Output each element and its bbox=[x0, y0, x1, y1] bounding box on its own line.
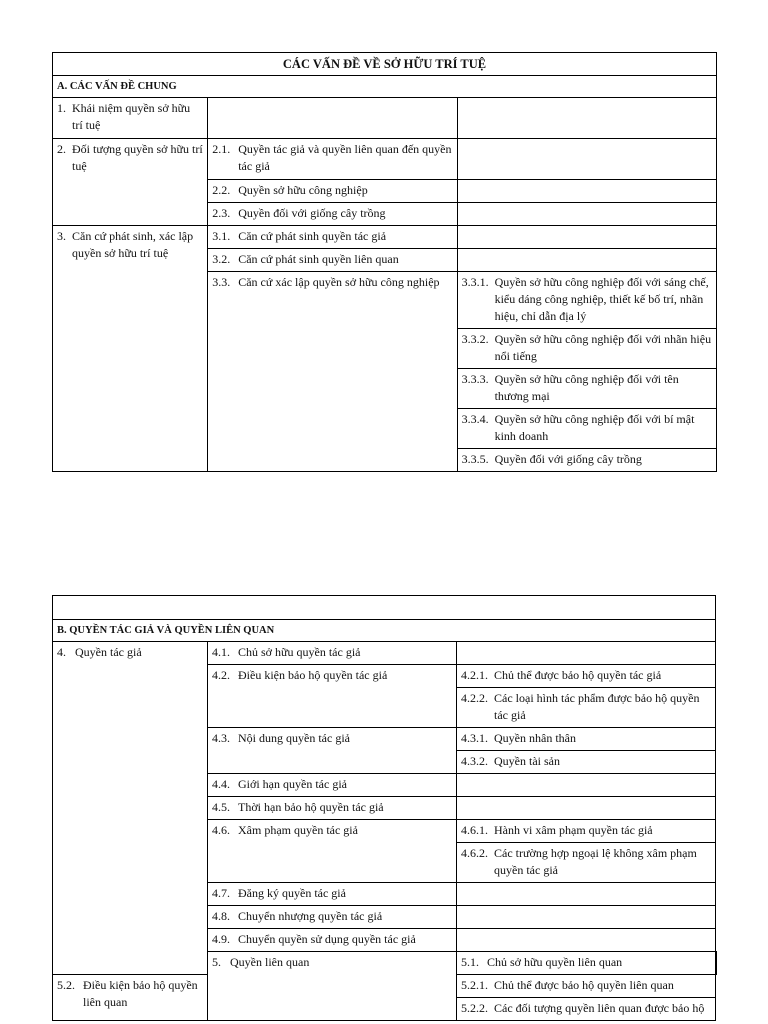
item-number: 4.7. bbox=[212, 886, 230, 900]
item-number: 3.3. bbox=[212, 275, 231, 289]
outline-item-4-8 bbox=[208, 906, 457, 929]
item-number: 4.6.1. bbox=[461, 823, 488, 837]
outline-item-4-2 bbox=[208, 665, 457, 728]
item-number: 2. bbox=[57, 142, 66, 156]
outline-item-5-2-2 bbox=[457, 998, 716, 1021]
item-number: 4.9. bbox=[212, 932, 230, 946]
item-number: 5.2. bbox=[57, 978, 75, 992]
outline-item-4-6-1 bbox=[457, 820, 716, 843]
item-text: Đối tượng quyền sở hữu trí tuệ bbox=[72, 142, 203, 173]
item-text: Hành vi xâm phạm quyền tác giả bbox=[494, 823, 653, 837]
item-text: Điều kiện bảo hộ quyền liên quan bbox=[83, 978, 198, 1009]
item-text: Điều kiện bảo hộ quyền tác giả bbox=[238, 668, 388, 682]
item-number: 4.3. bbox=[212, 731, 230, 745]
item-number: 5. bbox=[212, 955, 221, 969]
outline-item-1 bbox=[53, 98, 208, 139]
item-number: 4.6. bbox=[212, 823, 230, 837]
empty-cell bbox=[457, 180, 716, 203]
empty-cell bbox=[457, 929, 716, 952]
item-text: Xâm phạm quyền tác giả bbox=[238, 823, 358, 837]
item-text: Quyền sở hữu công nghiệp đối với bí mật kinh doanh bbox=[494, 412, 695, 443]
item-text: Các loại hình tác phẩm được bảo hộ quyền tác giả bbox=[494, 691, 700, 722]
outline-item-2-3 bbox=[208, 203, 457, 226]
outline-item-3-3-4 bbox=[457, 409, 716, 449]
item-text: Căn cứ phát sinh quyền liên quan bbox=[238, 252, 399, 266]
empty-cell bbox=[457, 139, 716, 180]
outline-item-2-2 bbox=[208, 180, 457, 203]
item-text: Quyền sở hữu công nghiệp bbox=[238, 183, 368, 197]
empty-cell bbox=[457, 906, 716, 929]
item-number: 2.2. bbox=[212, 183, 231, 197]
item-number: 3.3.5. bbox=[461, 452, 489, 466]
item-text: Nội dung quyền tác giả bbox=[238, 731, 350, 745]
item-number: 4.6.2. bbox=[461, 846, 488, 860]
empty-cell bbox=[457, 774, 716, 797]
item-text: Quyền tác giả bbox=[75, 645, 142, 659]
item-number: 3.3.2. bbox=[461, 332, 489, 346]
item-text: Quyền liên quan bbox=[230, 955, 310, 969]
item-text: Căn cứ phát sinh, xác lập quyền sở hữu trí tuệ bbox=[72, 229, 194, 260]
outline-item-5 bbox=[208, 952, 457, 1021]
outline-item-5-1 bbox=[457, 952, 716, 975]
empty-cell bbox=[457, 883, 716, 906]
item-text: Chủ sở hữu quyền tác giả bbox=[238, 645, 361, 659]
item-text: Chuyển nhượng quyền tác giả bbox=[238, 909, 383, 923]
outline-table-copyright bbox=[52, 595, 717, 1021]
outline-item-4-6 bbox=[208, 820, 457, 883]
empty-cell bbox=[457, 203, 716, 226]
item-text: Các đối tượng quyền liên quan được bảo hộ bbox=[494, 1001, 705, 1015]
section-b-heading: B. QUYỀN TÁC GIẢ VÀ QUYỀN LIÊN QUAN bbox=[53, 620, 716, 642]
item-number: 4. bbox=[57, 645, 66, 659]
outline-item-4-7 bbox=[208, 883, 457, 906]
item-text: Giới hạn quyền tác giả bbox=[238, 777, 347, 791]
item-number: 4.2.2. bbox=[461, 691, 488, 705]
item-number: 2.1. bbox=[212, 142, 231, 156]
item-number: 5.1. bbox=[461, 955, 479, 969]
outline-item-3-3-1 bbox=[457, 272, 716, 329]
empty-cell bbox=[208, 98, 457, 139]
outline-item-2-1 bbox=[208, 139, 457, 180]
item-text: Quyền sở hữu công nghiệp đối với nhãn hiệu nổi tiếng bbox=[494, 332, 712, 363]
outline-item-3-3 bbox=[208, 272, 457, 472]
item-number: 5.2.2. bbox=[461, 1001, 488, 1015]
item-text: Các trường hợp ngoại lệ không xâm phạm quyền tác giả bbox=[494, 846, 697, 877]
empty-cell bbox=[457, 98, 716, 139]
item-number: 3.2. bbox=[212, 252, 231, 266]
item-text: Đăng ký quyền tác giả bbox=[238, 886, 346, 900]
item-text: Chủ thể được bảo hộ quyền tác giả bbox=[494, 668, 662, 682]
outline-table-general bbox=[52, 52, 717, 472]
item-text: Quyền sở hữu công nghiệp đối với sáng chế, kiểu dáng công nghiệp, thiết kế bố trí, nhãn hiệu, chỉ dẫn địa lý bbox=[494, 275, 709, 323]
item-number: 1. bbox=[57, 101, 66, 115]
item-text: Chủ sở hữu quyền liên quan bbox=[487, 955, 623, 969]
outline-item-4-1 bbox=[208, 642, 457, 665]
item-text: Quyền đối với giống cây trồng bbox=[238, 206, 386, 220]
outline-item-3-3-3 bbox=[457, 369, 716, 409]
item-number: 3.1. bbox=[212, 229, 231, 243]
item-text: Chuyển quyền sử dụng quyền tác giả bbox=[238, 932, 416, 946]
item-number: 4.8. bbox=[212, 909, 230, 923]
item-number: 4.3.2. bbox=[461, 754, 488, 768]
item-text: Quyền tài sản bbox=[494, 754, 560, 768]
outline-item-4 bbox=[53, 642, 208, 975]
outline-item-3-3-2 bbox=[457, 329, 716, 369]
outline-item-3-1 bbox=[208, 226, 457, 249]
item-number: 4.2.1. bbox=[461, 668, 488, 682]
item-number: 3.3.3. bbox=[461, 372, 489, 386]
outline-item-4-3 bbox=[208, 728, 457, 774]
empty-cell bbox=[457, 226, 716, 249]
outline-item-4-5 bbox=[208, 797, 457, 820]
empty-cell bbox=[457, 249, 716, 272]
outline-item-5-2-1 bbox=[457, 975, 716, 998]
section-a-heading: A. CÁC VẤN ĐỀ CHUNG bbox=[53, 76, 717, 98]
item-text: Quyền tác giả và quyền liên quan đến quyền tác giả bbox=[238, 142, 452, 173]
item-number: 4.1. bbox=[212, 645, 230, 659]
item-text: Thời hạn bảo hộ quyền tác giả bbox=[238, 800, 384, 814]
item-text: Căn cứ xác lập quyền sở hữu công nghiệp bbox=[238, 275, 440, 289]
outline-item-4-3-2 bbox=[457, 751, 716, 774]
outline-item-4-2-2 bbox=[457, 688, 716, 728]
document-title: CÁC VẤN ĐỀ VỀ SỞ HỮU TRÍ TUỆ bbox=[53, 53, 717, 76]
item-text: Quyền sở hữu công nghiệp đối với tên thương mại bbox=[494, 372, 679, 403]
item-text: Căn cứ phát sinh quyền tác giả bbox=[238, 229, 387, 243]
item-number: 4.2. bbox=[212, 668, 230, 682]
outline-item-4-2-1 bbox=[457, 665, 716, 688]
empty-title-row bbox=[53, 596, 716, 620]
outline-item-3 bbox=[53, 226, 208, 472]
outline-item-3-3-5 bbox=[457, 449, 716, 472]
item-number: 3.3.4. bbox=[461, 412, 489, 426]
outline-item-4-9 bbox=[208, 929, 457, 952]
outline-item-2 bbox=[53, 139, 208, 226]
item-number: 4.5. bbox=[212, 800, 230, 814]
outline-item-4-4 bbox=[208, 774, 457, 797]
item-text: Quyền đối với giống cây trồng bbox=[494, 452, 642, 466]
item-text: Chủ thể được bảo hộ quyền liên quan bbox=[494, 978, 674, 992]
empty-cell bbox=[716, 952, 717, 975]
item-number: 5.2.1. bbox=[461, 978, 488, 992]
item-text: Khái niệm quyền sở hữu trí tuệ bbox=[72, 101, 191, 132]
item-number: 4.3.1. bbox=[461, 731, 488, 745]
outline-item-4-6-2 bbox=[457, 843, 716, 883]
outline-item-4-3-1 bbox=[457, 728, 716, 751]
item-number: 2.3. bbox=[212, 206, 231, 220]
item-number: 3. bbox=[57, 229, 66, 243]
empty-cell bbox=[457, 642, 716, 665]
empty-cell bbox=[457, 797, 716, 820]
outline-item-5-2 bbox=[53, 975, 208, 1021]
item-number: 3.3.1. bbox=[461, 275, 489, 289]
item-text: Quyền nhân thân bbox=[494, 731, 576, 745]
outline-item-3-2 bbox=[208, 249, 457, 272]
item-number: 4.4. bbox=[212, 777, 230, 791]
